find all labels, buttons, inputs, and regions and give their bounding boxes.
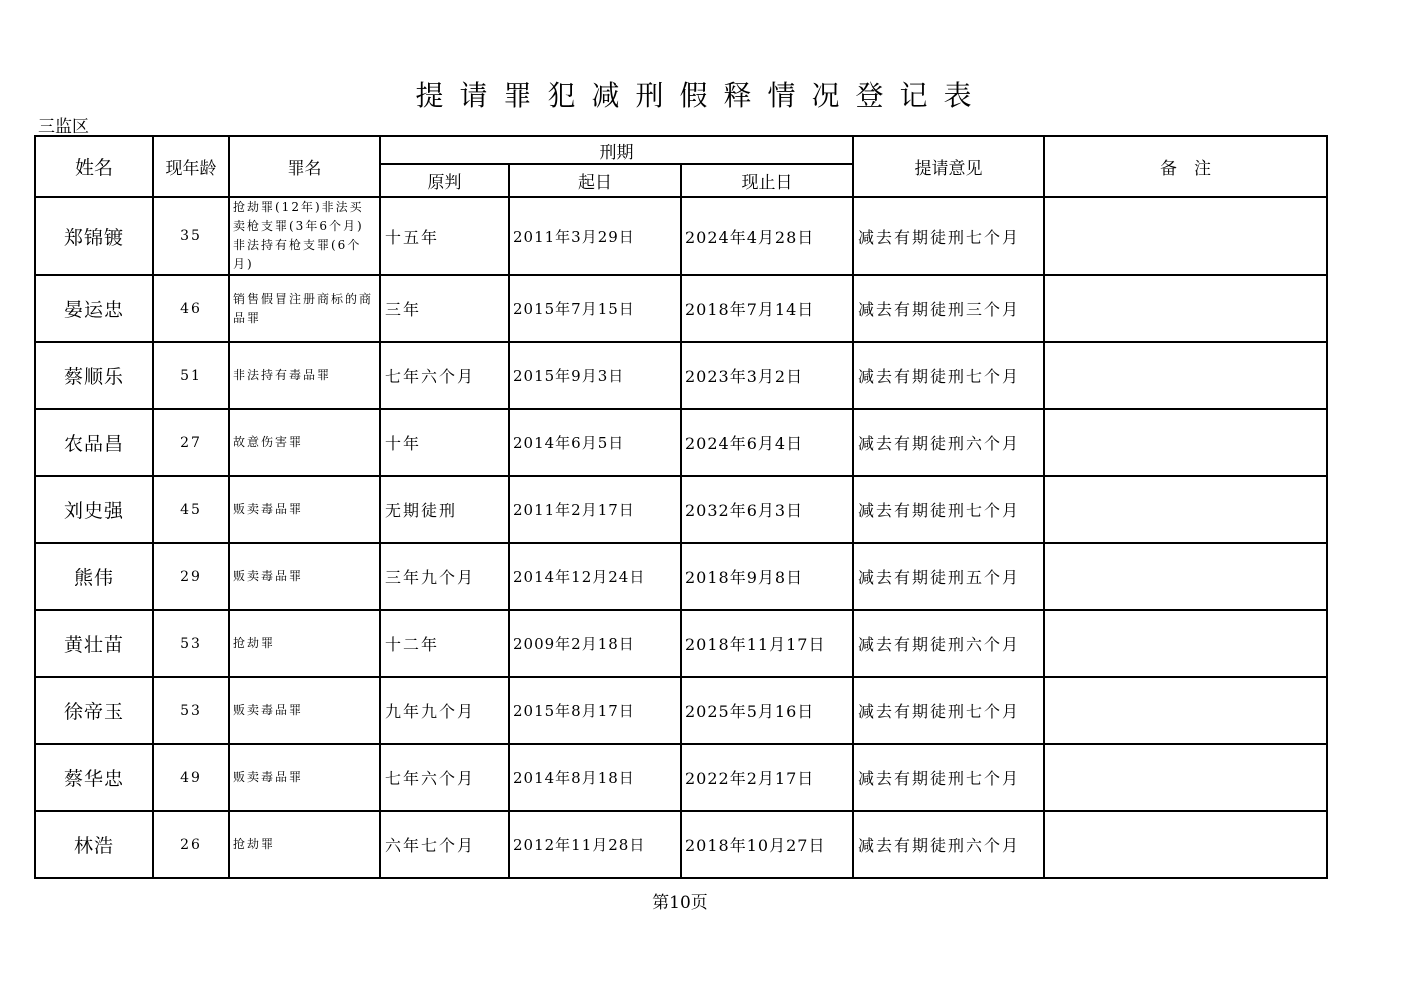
end-date-cell: 2018年7月14日 bbox=[681, 275, 853, 342]
end-date-cell: 2022年2月17日 bbox=[681, 744, 853, 811]
table-row bbox=[35, 610, 1327, 677]
original-sentence-cell: 六年七个月 bbox=[380, 811, 509, 878]
opinion-cell: 减去有期徒刑六个月 bbox=[853, 811, 1044, 878]
original-sentence-cell: 无期徒刑 bbox=[380, 476, 509, 543]
remark-cell bbox=[1044, 677, 1327, 744]
start-date-cell: 2015年8月17日 bbox=[509, 677, 681, 744]
end-date-cell: 2018年10月27日 bbox=[681, 811, 853, 878]
age-cell: 49 bbox=[153, 744, 229, 811]
original-sentence-cell: 七年六个月 bbox=[380, 744, 509, 811]
age-cell: 46 bbox=[153, 275, 229, 342]
start-date-cell: 2009年2月18日 bbox=[509, 610, 681, 677]
unit-label: 三监区 bbox=[38, 117, 89, 137]
crime-cell: 贩卖毒品罪 bbox=[229, 677, 380, 744]
name-cell: 刘史强 bbox=[35, 476, 153, 543]
remark-cell bbox=[1044, 342, 1327, 409]
crime-cell: 故意伤害罪 bbox=[229, 409, 380, 476]
opinion-cell: 减去有期徒刑七个月 bbox=[853, 744, 1044, 811]
name-cell: 农品昌 bbox=[35, 409, 153, 476]
remark-cell bbox=[1044, 811, 1327, 878]
original-sentence-cell: 七年六个月 bbox=[380, 342, 509, 409]
remark-cell bbox=[1044, 610, 1327, 677]
original-sentence-cell: 十五年 bbox=[380, 197, 509, 275]
original-sentence-cell: 三年 bbox=[380, 275, 509, 342]
start-date-cell: 2012年11月28日 bbox=[509, 811, 681, 878]
header-opinion: 提请意见 bbox=[853, 136, 1044, 197]
start-date-cell: 2014年12月24日 bbox=[509, 543, 681, 610]
end-date-cell: 2018年9月8日 bbox=[681, 543, 853, 610]
remark-cell bbox=[1044, 409, 1327, 476]
age-cell: 53 bbox=[153, 677, 229, 744]
header-name: 姓名 bbox=[35, 136, 153, 197]
end-date-cell: 2024年6月4日 bbox=[681, 409, 853, 476]
start-date-cell: 2011年3月29日 bbox=[509, 197, 681, 275]
table-row bbox=[35, 543, 1327, 610]
crime-cell: 抢劫罪(12年)非法买卖枪支罪(3年6个月)非法持有枪支罪(6个月) bbox=[229, 197, 380, 275]
crime-cell: 销售假冒注册商标的商品罪 bbox=[229, 275, 380, 342]
table-row bbox=[35, 677, 1327, 744]
end-date-cell: 2025年5月16日 bbox=[681, 677, 853, 744]
crime-cell: 抢劫罪 bbox=[229, 811, 380, 878]
table-row bbox=[35, 409, 1327, 476]
table-body bbox=[35, 197, 1327, 878]
name-cell: 郑锦镀 bbox=[35, 197, 153, 275]
name-cell: 蔡华忠 bbox=[35, 744, 153, 811]
crime-cell: 贩卖毒品罪 bbox=[229, 476, 380, 543]
end-date-cell: 2032年6月3日 bbox=[681, 476, 853, 543]
original-sentence-cell: 三年九个月 bbox=[380, 543, 509, 610]
header-end: 现止日 bbox=[681, 164, 853, 197]
age-cell: 45 bbox=[153, 476, 229, 543]
opinion-cell: 减去有期徒刑六个月 bbox=[853, 409, 1044, 476]
age-cell: 29 bbox=[153, 543, 229, 610]
end-date-cell: 2023年3月2日 bbox=[681, 342, 853, 409]
age-cell: 26 bbox=[153, 811, 229, 878]
header-remark: 备 注 bbox=[1044, 136, 1327, 197]
remark-cell bbox=[1044, 543, 1327, 610]
opinion-cell: 减去有期徒刑六个月 bbox=[853, 610, 1044, 677]
name-cell: 林浩 bbox=[35, 811, 153, 878]
name-cell: 蔡顺乐 bbox=[35, 342, 153, 409]
header-start: 起日 bbox=[509, 164, 681, 197]
header-original: 原判 bbox=[380, 164, 509, 197]
crime-cell: 贩卖毒品罪 bbox=[229, 543, 380, 610]
opinion-cell: 减去有期徒刑七个月 bbox=[853, 677, 1044, 744]
header-age: 现年龄 bbox=[153, 136, 229, 197]
header-term: 刑期 bbox=[380, 136, 853, 164]
remark-cell bbox=[1044, 744, 1327, 811]
registration-table bbox=[34, 135, 1328, 879]
name-cell: 徐帝玉 bbox=[35, 677, 153, 744]
header-crime: 罪名 bbox=[229, 136, 380, 197]
age-cell: 27 bbox=[153, 409, 229, 476]
table-row bbox=[35, 811, 1327, 878]
start-date-cell: 2015年9月3日 bbox=[509, 342, 681, 409]
end-date-cell: 2018年11月17日 bbox=[681, 610, 853, 677]
start-date-cell: 2015年7月15日 bbox=[509, 275, 681, 342]
opinion-cell: 减去有期徒刑五个月 bbox=[853, 543, 1044, 610]
table-row bbox=[35, 197, 1327, 275]
crime-cell: 贩卖毒品罪 bbox=[229, 744, 380, 811]
table-row bbox=[35, 744, 1327, 811]
opinion-cell: 减去有期徒刑七个月 bbox=[853, 197, 1044, 275]
name-cell: 熊伟 bbox=[35, 543, 153, 610]
opinion-cell: 减去有期徒刑七个月 bbox=[853, 476, 1044, 543]
table-row bbox=[35, 476, 1327, 543]
table-row bbox=[35, 342, 1327, 409]
crime-cell: 非法持有毒品罪 bbox=[229, 342, 380, 409]
remark-cell bbox=[1044, 476, 1327, 543]
opinion-cell: 减去有期徒刑三个月 bbox=[853, 275, 1044, 342]
start-date-cell: 2014年6月5日 bbox=[509, 409, 681, 476]
remark-cell bbox=[1044, 197, 1327, 275]
age-cell: 51 bbox=[153, 342, 229, 409]
name-cell: 黄壮苗 bbox=[35, 610, 153, 677]
original-sentence-cell: 九年九个月 bbox=[380, 677, 509, 744]
page-number: 第10页 bbox=[652, 893, 708, 913]
opinion-cell: 减去有期徒刑七个月 bbox=[853, 342, 1044, 409]
start-date-cell: 2011年2月17日 bbox=[509, 476, 681, 543]
age-cell: 53 bbox=[153, 610, 229, 677]
crime-cell: 抢劫罪 bbox=[229, 610, 380, 677]
table-row bbox=[35, 275, 1327, 342]
age-cell: 35 bbox=[153, 197, 229, 275]
name-cell: 晏运忠 bbox=[35, 275, 153, 342]
original-sentence-cell: 十年 bbox=[380, 409, 509, 476]
end-date-cell: 2024年4月28日 bbox=[681, 197, 853, 275]
document-title: 提请罪犯减刑假释情况登记表 bbox=[415, 79, 988, 112]
original-sentence-cell: 十二年 bbox=[380, 610, 509, 677]
start-date-cell: 2014年8月18日 bbox=[509, 744, 681, 811]
remark-cell bbox=[1044, 275, 1327, 342]
